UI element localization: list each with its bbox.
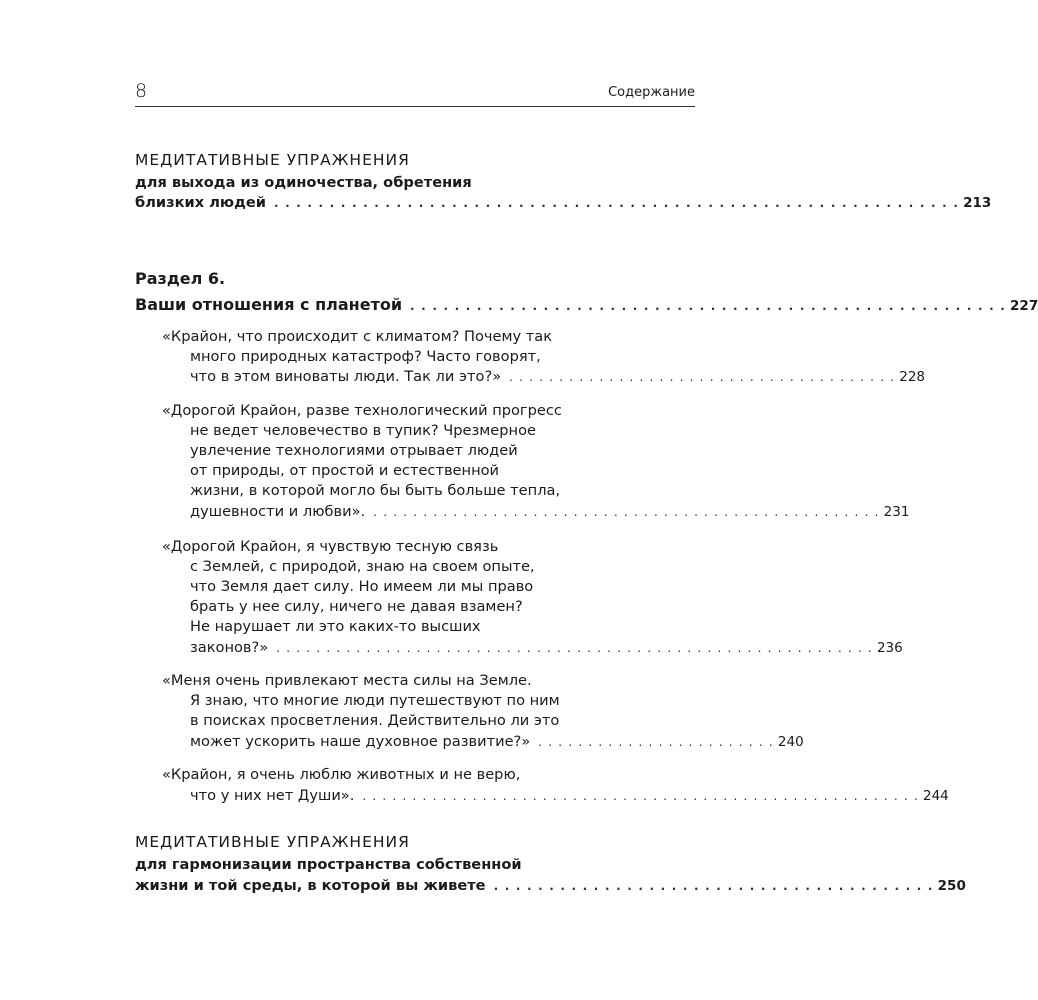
question-line: жизни, в которой могло бы быть больше тепла, — [190, 482, 561, 499]
meditation-subtitle: для выхода из одиночества, обретения — [135, 174, 472, 191]
leader-dots: . . . . . . . . . . . . . . . . . . . . . . . . . . . . . . . . . . . . . . . . . . . . . . . . . . . . . . . . . . . . — [276, 641, 873, 655]
question-line-last: законов?» . . . . . . . . . . . . . . . . . . . . . . . . . . . . . . . . . . . . . . . . . . . . . . . . . . . . . . . . . . . . 236 — [190, 639, 903, 656]
leader-dots: . . . . . . . . . . . . . . . . . . . . . . . . . . . . . . . . . . . . . . . . . . . . . . . . . . . . . . — [410, 299, 1007, 313]
leader-dots: . . . . . . . . . . . . . . . . . . . . . . . . . . . . . . . . . . . . . . . . . . . . . . . . . . . . . . . . — [362, 789, 919, 803]
meditation-caps-heading: МЕДИТАТИВНЫЕ УПРАЖНЕНИЯ — [135, 833, 410, 851]
leader-dots: . . . . . . . . . . . . . . . . . . . . . . . . . . . . . . . . . . . . . . . — [509, 370, 896, 384]
page-ref: 244 — [922, 788, 949, 804]
question-line: много природных катастроф? Часто говорят, — [190, 348, 541, 365]
meditation-subtitle-last: близких людей . . . . . . . . . . . . . . . . . . . . . . . . . . . . . . . . . . . . . . . . . . . . . . . . . . . . . . . . . . . . . . 213 — [135, 194, 992, 211]
meditation-caps-heading: МЕДИТАТИВНЫЕ УПРАЖНЕНИЯ — [135, 151, 410, 169]
question-line: с Землей, с природой, знаю на своем опыте, — [190, 558, 535, 575]
question-line: Я знаю, что многие люди путешествуют по ним — [190, 692, 560, 709]
page-number: 8 — [135, 80, 148, 102]
leader-dots: . . . . . . . . . . . . . . . . . . . . . . . . . . . . . . . . . . . . . . . . . . . . . . . . . . . — [373, 505, 880, 519]
section-title: Ваши отношения с планетой . . . . . . . . . . . . . . . . . . . . . . . . . . . . . . . . . . . . . . . . . . . . . . . . . . . . . . 227 — [135, 295, 1038, 314]
question-line: от природы, от простой и естественной — [190, 462, 500, 479]
page-ref: 228 — [899, 369, 926, 385]
question-line: в поисках просветления. Действительно ли это — [190, 712, 560, 729]
running-title: Содержание — [608, 85, 695, 100]
leader-dots: . . . . . . . . . . . . . . . . . . . . . . . . — [538, 735, 774, 749]
page-ref: 240 — [777, 734, 804, 750]
leader-dots: . . . . . . . . . . . . . . . . . . . . . . . . . . . . . . . . . . . . . . . . — [493, 879, 934, 893]
question-line: «Дорогой Крайон, я чувствую тесную связь — [162, 538, 499, 555]
header-rule — [135, 106, 695, 107]
question-line-last: может ускорить наше духовное развитие?» . . . . . . . . . . . . . . . . . . . . . . . . 240 — [190, 733, 804, 750]
meditation-subtitle-last: жизни и той среды, в которой вы живете . . . . . . . . . . . . . . . . . . . . . . . . . . . . . . . . . . . . . . . . 250 — [135, 877, 966, 894]
leader-dots: . . . . . . . . . . . . . . . . . . . . . . . . . . . . . . . . . . . . . . . . . . . . . . . . . . . . . . . . . . . . . . — [274, 196, 960, 210]
page-ref: 231 — [883, 504, 910, 520]
question-line: Не нарушает ли это каких-то высших — [190, 618, 481, 635]
question-line-last: что в этом виноваты люди. Так ли это?» . . . . . . . . . . . . . . . . . . . . . . . . . . . . . . . . . . . . . . . 228 — [190, 368, 926, 385]
question-line: «Дорогой Крайон, разве технологический прогресс — [162, 402, 562, 419]
question-line: «Меня очень привлекают места силы на Земле. — [162, 672, 532, 689]
page-ref: 250 — [937, 878, 966, 894]
meditation-subtitle: для гармонизации пространства собственной — [135, 856, 522, 873]
section-label: Раздел 6. — [135, 269, 226, 288]
question-line: «Крайон, что происходит с климатом? Почему так — [162, 328, 553, 345]
question-line: что Земля дает силу. Но имеем ли мы право — [190, 578, 534, 595]
question-line: «Крайон, я очень люблю животных и не верю, — [162, 766, 521, 783]
question-line-last: душевности и любви». . . . . . . . . . . . . . . . . . . . . . . . . . . . . . . . . . . . . . . . . . . . . . . . . . . . 231 — [190, 503, 910, 520]
question-line: увлечение технологиями отрывает людей — [190, 442, 518, 459]
page-ref: 213 — [963, 195, 992, 211]
page-ref: 227 — [1010, 298, 1038, 314]
page-ref: 236 — [876, 640, 903, 656]
question-line-last: что у них нет Души». . . . . . . . . . . . . . . . . . . . . . . . . . . . . . . . . . . . . . . . . . . . . . . . . . . . . . . . . 244 — [190, 787, 949, 804]
question-line: брать у нее силу, ничего не давая взамен? — [190, 598, 523, 615]
page-header — [135, 80, 695, 108]
question-line: не ведет человечество в тупик? Чрезмерное — [190, 422, 536, 439]
